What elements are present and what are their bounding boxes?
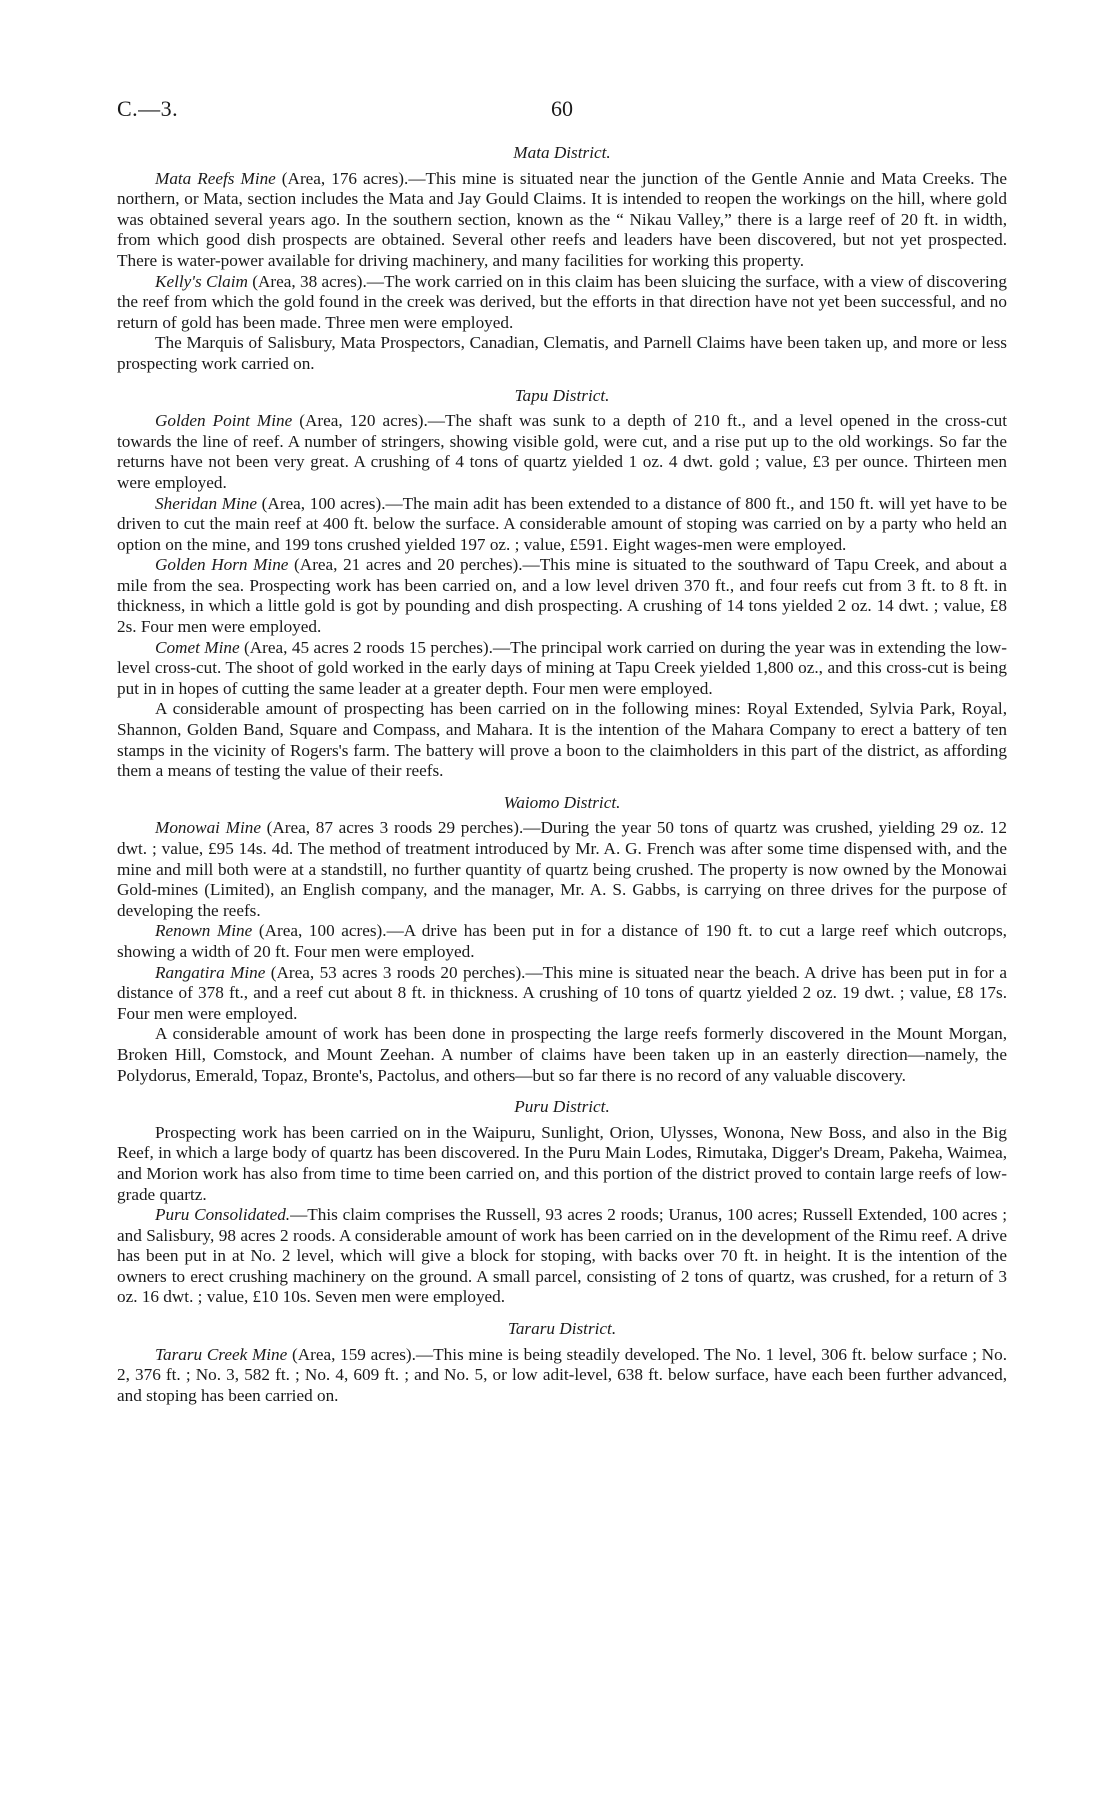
paragraph-text: (Area, 53 acres 3 roods 20 perches).—This mine is situated near the beach. A drive has been put in for a distance of 378 ft., and a reef cut about 8 ft. in thickness. A crushing of 10 tons of quartz yielded 2 oz. 19 dwt. ; value, £8 17s. Four men were employed. [117,962,1007,1023]
paragraph [117,818,1007,921]
paragraph-text: Prospecting work has been carried on in the Waipuru, Sunlight, Orion, Ulysses, Wonona, New Boss, and also in the Big Reef, in which a large body of quartz has been discovered. In the Puru Main Lodes, Rimutaka, Digger's Dream, Pakeha, Waimea, and Morion work has also from time to time been carried on, and this portion of the district proved to contain large reefs of low-grade quartz. [117,1122,1007,1204]
mine-name: Golden Horn Mine [155,555,289,575]
paragraph-text: The Marquis of Salisbury, Mata Prospectors, Canadian, Clematis, and Parnell Claims have been taken up, and more or less prospecting work carried on. [117,333,1007,373]
paragraph-text: (Area, 45 acres 2 roods 15 perches).—The principal work carried on during the year was in extending the low-level cross-cut. The shoot of gold worked in the early days of mining at Tapu Creek yielded 1,800 oz., and this cross-cut is being put in in hopes of cutting the same leader at a greater depth. Four men were employed. [117,637,1007,698]
paragraph-text: (Area, 21 acres and 20 perches).—This mine is situated to the southward of Tapu Creek, and about a mile from the sea. Prospecting work has been carried on, and a low level driven 370 ft., and four reefs cut from 3 ft. to 8 ft. in thickness, in which a little gold is got by pounding and dish prospecting. A crushing of 14 tons yielded 2 oz. 14 dwt. ; value, £8 2s. Four men were employed. [117,555,1008,637]
paragraph [117,169,1007,272]
mine-name: Kelly's Claim [155,271,248,291]
paragraph-text: A considerable amount of work has been done in prospecting the large reefs formerly discovered in the Mount Morgan, Broken Hill, Comstock, and Mount Zeehan. A number of claims have been taken up in an easterly direction—namely, the Polydorus, Emerald, Topaz, Bronte's, Pactolus, and others—but so far there is no record of any valuable discovery. [117,1024,1007,1085]
mine-name: Tararu Creek Mine [155,1344,288,1364]
mine-name: Comet Mine [155,637,240,657]
paragraph-text: (Area, 87 acres 3 roods 29 perches).—During the year 50 tons of quartz was crushed, yielding 29 oz. 12 dwt. ; value, £95 14s. 4d. The method of treatment introduced by Mr. A. G. French was after some time dispensed with, and the mine and mill both were at a standstill, no further quantity of quartz being crushed. The property is now owned by the Monowai Gold-mines (Limited), an English company, and the manager, Mr. A. S. Gabbs, is carrying on three drives for the purpose of developing the reefs. [117,818,1007,920]
section-heading: Puru District. [514,1097,610,1117]
section-heading: Tapu District. [514,385,610,405]
paragraph [117,1345,1007,1407]
section-heading: Mata District. [513,143,611,162]
paragraph [117,921,1007,962]
paragraph-text: A considerable amount of prospecting has been carried on in the following mines: Royal Extended, Sylvia Park, Royal, Shannon, Golden Band, Square and Compass, and Mahara. It is the intention of the Mahara Company to erect a battery of ten stamps in the vicinity of Rogers's farm. The battery will prove a boon to the claimholders in this part of the district, as affording them a means of testing the value of their reefs. [117,699,1007,781]
section-heading: Tararu District. [507,1319,617,1339]
paragraph [117,1024,1007,1086]
paragraph [117,494,1007,556]
paragraph-text: (Area, 38 acres).—The work carried on in this claim has been sluicing the surface, with a view of discovering the reef from which the gold found in the creek was derived, but the efforts in that direction have not yet been successful, and no return of gold has been made. Three men were employed. [117,271,1007,332]
paragraph [117,638,1007,700]
paragraph-text: (Area, 100 acres).—A drive has been put in for a distance of 190 ft. to cut a large reef which outcrops, showing a width of 20 ft. Four men were employed. [117,921,1007,961]
paragraph [117,555,1007,637]
paragraph [117,272,1007,334]
paragraph-text: —This claim comprises the Russell, 93 acres 2 roods; Uranus, 100 acres; Russell Extended, 100 acres ; and Salisbury, 98 acres 2 roods. A considerable amount of work has been carried on in the development of the Rimu reef. A drive has been put in at No. 2 level, which will give a block for stoping, with backs over 70 ft. in height. It is the intention of the owners to erect crushing machinery on the ground. A small parcel, consisting of 2 tons of quartz, was crushed, for a return of 3 oz. 16 dwt. ; value, £10 10s. Seven men were employed. [117,1205,1007,1307]
mine-name: Puru Consolidated. [155,1205,291,1225]
parliamentary-paper-reference: C.—3. [117,96,179,121]
paragraph [117,333,1007,374]
paragraph [117,963,1007,1025]
mine-name: Renown Mine [155,921,253,941]
document-body [117,143,1007,1406]
section-heading: Waiomo District. [503,792,621,812]
paragraph [117,1205,1007,1308]
page-number: 60 [551,96,573,121]
mine-name: Sheridan Mine [155,493,258,513]
mine-name: Rangatira Mine [155,962,266,982]
mine-name: Mata Reefs Mine [155,168,276,188]
paragraph [117,1123,1007,1205]
paragraph-text: (Area, 176 acres).—This mine is situated near the junction of the Gentle Annie and Mata Creeks. The northern, or Mata, section includes the Mata and Jay Gould Claims. It is intended to reopen the workings on the hill, where gold was obtained several years ago. In the southern section, known as the “ Nikau Valley,” there is a large reef of 20 ft. in width, from which good dish prospects are obtained. Several other reefs and leaders have been discovered, but not yet prospected. There is water-power available for driving machinery, and many facilities for working this property. [117,168,1007,270]
mine-name: Golden Point Mine [155,411,293,431]
page-header [117,96,1007,126]
mine-name: Monowai Mine [155,818,261,838]
paragraph [117,411,1007,493]
paragraph-text: (Area, 120 acres).—The shaft was sunk to a depth of 210 ft., and a level opened in the cross-cut towards the line of reef. A number of stringers, showing visible gold, were cut, and a rise put up to the old workings. So far the returns have not been very great. A crushing of 4 tons of quartz yielded 1 oz. 4 dwt. gold ; value, £3 per ounce. Thirteen men were employed. [117,411,1007,492]
paragraph-text: (Area, 100 acres).—The main adit has been extended to a distance of 800 ft., and 150 ft. will yet have to be driven to cut the main reef at 400 ft. below the surface. A considerable amount of stoping was carried on by a party who held an option on the mine, and 199 tons crushed yielded 197 oz. ; value, £591. Eight wages-men were employed. [117,493,1007,554]
paragraph-text: (Area, 159 acres).—This mine is being steadily developed. The No. 1 level, 306 ft. below surface ; No. 2, 376 ft. ; No. 3, 582 ft. ; No. 4, 609 ft. ; and No. 5, or low adit-level, 638 ft. below surface, have each been further advanced, and stoping has been carried on. [117,1344,1007,1405]
paragraph [117,699,1007,781]
